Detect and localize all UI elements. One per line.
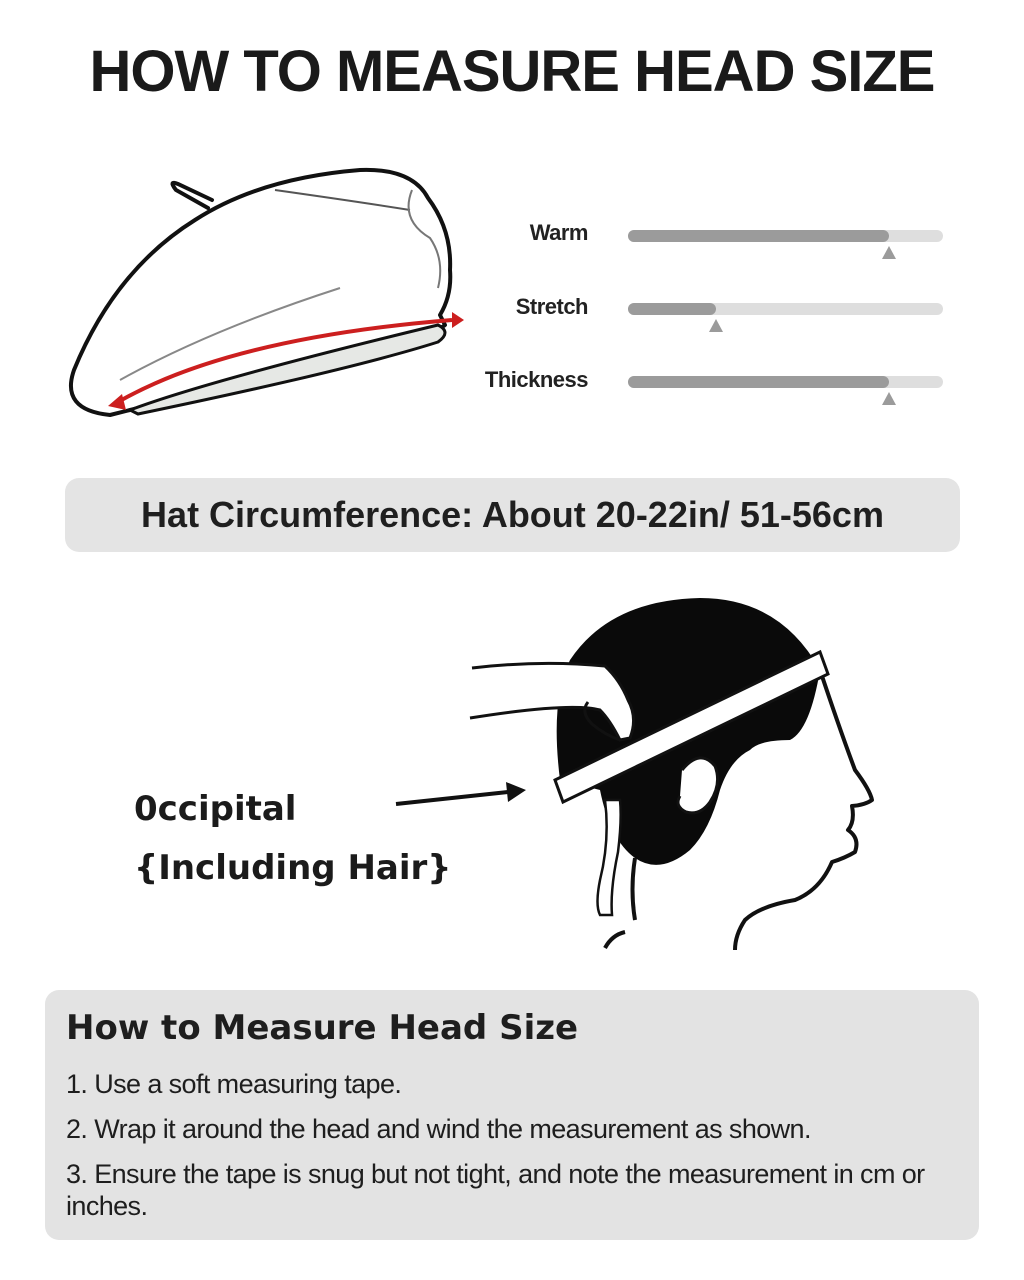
thickness-bar-fill <box>628 376 889 388</box>
instructions-panel <box>45 990 979 1240</box>
thickness-marker-icon <box>882 392 896 405</box>
warm-marker-icon <box>882 246 896 259</box>
circumference-banner <box>65 478 960 552</box>
instruction-step: 3. Ensure the tape is snug but not tight, and note the measurement in cm or inches. <box>66 1159 925 1221</box>
rating-label-thickness: Thickness <box>484 367 588 392</box>
instructions-list <box>66 1068 966 1235</box>
instructions-title: How to Measure Head Size <box>66 1008 579 1048</box>
occipital-line-2: {Including Hair} <box>134 848 452 888</box>
rating-label-stretch: Stretch <box>515 294 588 319</box>
instruction-step: 1. Use a soft measuring tape. <box>66 1069 402 1099</box>
stretch-marker-icon <box>709 319 723 332</box>
thickness-bar <box>628 376 943 388</box>
page-title: HOW TO MEASURE HEAD SIZE <box>89 39 935 104</box>
stretch-bar <box>628 303 943 315</box>
stretch-bar-fill <box>628 303 716 315</box>
circumference-text: Hat Circumference: About 20-22in/ 51-56cm <box>141 494 884 535</box>
head-measure-illustration <box>460 590 900 960</box>
rating-label-warm: Warm <box>529 220 588 245</box>
warm-bar <box>628 230 943 242</box>
instruction-step: 2. Wrap it around the head and wind the measurement as shown. <box>66 1114 811 1144</box>
occipital-line-1: 0ccipital <box>134 789 297 829</box>
warm-bar-fill <box>628 230 889 242</box>
pointer-arrow-icon <box>390 778 530 818</box>
